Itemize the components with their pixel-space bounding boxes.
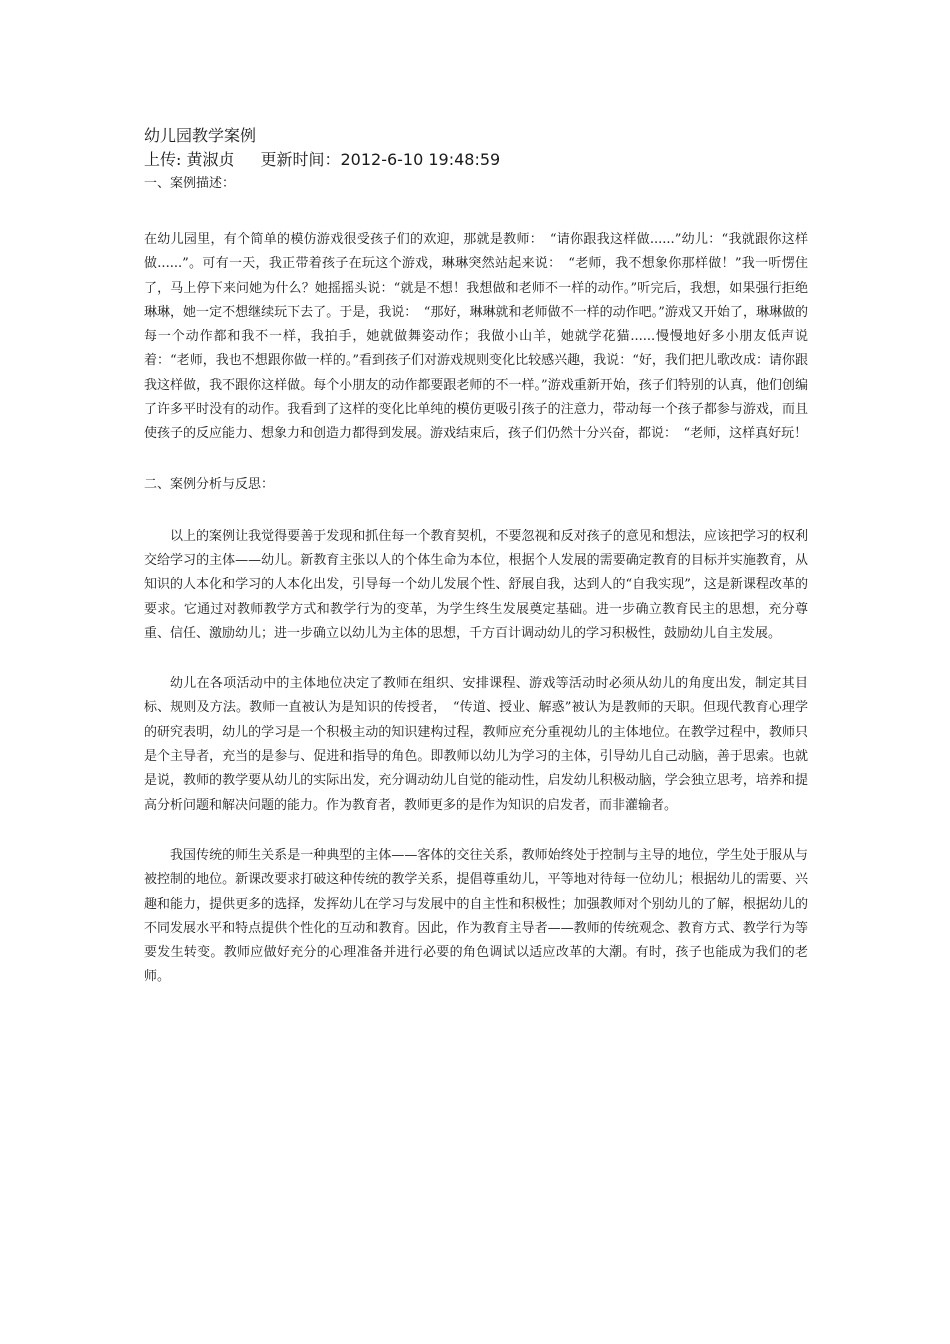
document-meta (144, 148, 808, 172)
spacer (144, 196, 808, 228)
section-heading-analysis: 二、案例分析与反思： (144, 476, 275, 492)
document-title: 幼儿园教学案例 (144, 126, 257, 145)
spacer (144, 818, 808, 844)
document-page (144, 124, 808, 990)
case-description-paragraph: 在幼儿园里，有个简单的模仿游戏很受孩子们的欢迎，那就是教师： “请你跟我这样做......”幼儿：“我就跟你这样做......”。可有一天，我正带着孩子在玩这个游戏，琳琳突然站起来说： “老师，我不想象你那样做！”我一听愣住了，马上停下来问她为什么？她摇摇头说：“就是不想！我想做和老师不一样的动作。”听完后，我想，如果强行拒绝琳琳，她一定不想继续玩下去了。于是，我说： “那好，琳琳就和老师做不一样的动作吧。”游戏又开始了，琳琳做的每一个动作都和我不一样，我拍手，她就做舞姿动作；我做小山羊，她就学花猫......慢慢地好多小朋友低声说着：“老师，我也不想跟你做一样的。”看到孩子们对游戏规则变化比较感兴趣，我说：“好，我们把儿歌改成：请你跟我这样做，我不跟你这样做。每个小朋友的动作都要跟老师的不一样。”游戏重新开始，孩子们特别的认真，他们创编了许多平时没有的动作。我看到了这样的变化比单纯的模仿更吸引孩子的注意力，带动每一个孩子都参与游戏，而且使孩子的反应能力、想象力和创造力都得到发展。游戏结束后，孩子们仍然十分兴奋，都说： “老师，这样真好玩！ (144, 232, 808, 442)
analysis-paragraph-1: 以上的案例让我觉得要善于发现和抓住每一个教育契机，不要忽视和反对孩子的意见和想法，应该把学习的权利交给学习的主体——幼儿。新教育主张以人的个体生命为本位，根据个人发展的需要确定教育的目标并实施教育，从知识的人本化和学习的人本化出发，引导每一个幼儿发展个性、舒展自我，达到人的“自我实现”，这是新课程改革的要求。它通过对教师教学方式和教学行为的变革，为学生终生发展奠定基础。进一步确立教育民主的思想，充分尊重、信任、激励幼儿；进一步确立以幼儿为主体的思想，千方百计调动幼儿的学习积极性，鼓励幼儿自主发展。 (144, 528, 808, 641)
section-heading-description: 一、案例描述： (144, 176, 236, 191)
uploader-label: 上传: 黄淑贞 (144, 150, 235, 169)
analysis-paragraph-3: 我国传统的师生关系是一种典型的主体——客体的交往关系，教师始终处于控制与主导的地位，学生处于服从与被控制的地位。新课改要求打破这种传统的教学关系，提倡尊重幼儿，平等地对待每一位幼儿；根据幼儿的需要、兴趣和能力，提供更多的选择，发挥幼儿在学习与发展中的自主性和积极性；加强教师对个别幼儿的了解，根据幼儿的不同发展水平和特点提供个性化的互动和教育。因此，作为教育主导者——教师的传统观念、教育方式、教学行为等要发生转变。教师应做好充分的心理准备并进行必要的角色调试以适应改革的大潮。有时，孩子也能成为我们的老师。 (144, 847, 808, 985)
spacer (144, 447, 808, 473)
update-time: 更新时间：2012-6-10 19:48:59 (260, 150, 501, 169)
analysis-paragraph-2: 幼儿在各项活动中的主体地位决定了教师在组织、安排课程、游戏等活动时必须从幼儿的角度出发，制定其目标、规则及方法。教师一直被认为是知识的传授者， “传道、授业、解惑”被认为是教师的天职。但现代教育心理学的研究表明，幼儿的学习是一个积极主动的知识建构过程，教师应充分重视幼儿的主体地位。在教学过程中，教师只是个主导者，充当的是参与、促进和指导的角色。即教师以幼儿为学习的主体，引导幼儿自己动脑，善于思索。也就是说，教师的教学要从幼儿的实际出发，充分调动幼儿自觉的能动性，启发幼儿积极动脑，学会独立思考，培养和提高分析问题和解决问题的能力。作为教育者，教师更多的是作为知识的启发者，而非灌输者。 (144, 676, 808, 813)
spacer (144, 497, 808, 525)
spacer (144, 646, 808, 672)
